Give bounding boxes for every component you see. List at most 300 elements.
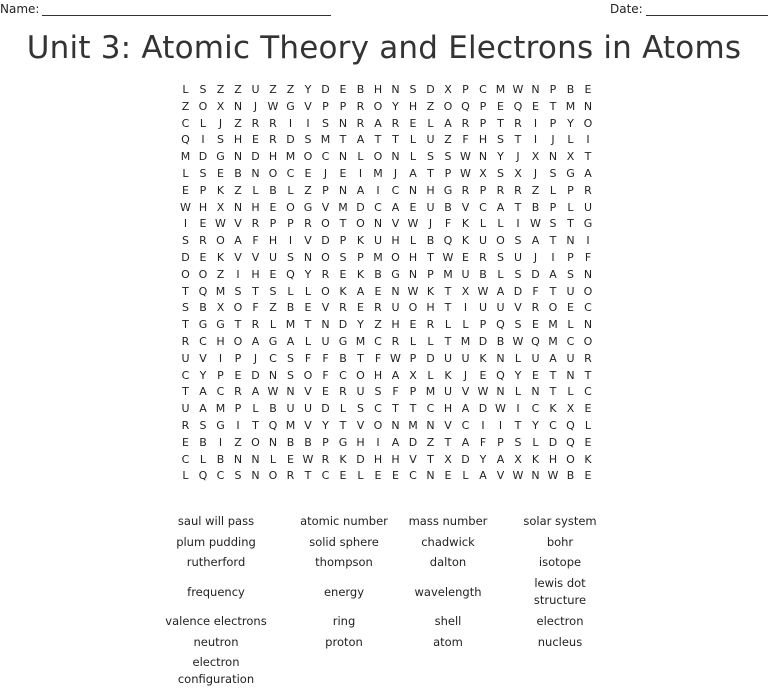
grid-letter[interactable]: I	[376, 183, 380, 197]
grid-letter[interactable]: L	[357, 469, 364, 483]
grid-letter[interactable]: N	[251, 166, 260, 180]
grid-letter[interactable]: S	[234, 469, 242, 483]
grid-letter[interactable]: D	[531, 267, 540, 281]
grid-letter[interactable]: R	[269, 116, 277, 130]
grid-letter[interactable]: H	[373, 452, 383, 466]
grid-letter[interactable]: Y	[532, 418, 539, 432]
grid-letter[interactable]: P	[479, 116, 487, 130]
grid-letter[interactable]: K	[339, 284, 347, 298]
grid-letter[interactable]: P	[357, 250, 364, 264]
grid-letter[interactable]: I	[288, 234, 293, 248]
grid-letter[interactable]: Y	[199, 368, 207, 382]
grid-letter[interactable]: O	[198, 267, 208, 281]
grid-letter[interactable]: F	[532, 284, 539, 298]
grid-letter[interactable]: P	[549, 200, 557, 214]
grid-letter[interactable]: N	[583, 318, 593, 332]
grid-letter[interactable]: M	[285, 418, 296, 432]
grid-letter[interactable]: Z	[426, 99, 435, 113]
grid-letter[interactable]: A	[391, 368, 400, 382]
date-field[interactable]	[610, 2, 768, 16]
grid-letter[interactable]: D	[548, 435, 558, 449]
grid-letter[interactable]: V	[461, 200, 470, 214]
grid-letter[interactable]: N	[391, 418, 400, 432]
grid-letter[interactable]: E	[339, 166, 347, 180]
grid-letter[interactable]: V	[496, 469, 505, 483]
grid-letter[interactable]: Y	[497, 150, 504, 164]
grid-letter[interactable]: T	[409, 402, 417, 416]
grid-letter[interactable]: O	[566, 452, 575, 466]
grid-letter[interactable]: P	[427, 267, 434, 281]
grid-letter[interactable]: V	[304, 385, 312, 399]
grid-letter[interactable]: E	[462, 250, 469, 264]
grid-letter[interactable]: B	[531, 200, 540, 214]
grid-letter[interactable]: Q	[513, 99, 523, 113]
grid-letter[interactable]: S	[514, 234, 522, 248]
grid-letter[interactable]: W	[495, 402, 506, 416]
grid-letter[interactable]: K	[531, 452, 540, 466]
grid-letter[interactable]: W	[460, 150, 471, 164]
grid-letter[interactable]: S	[322, 116, 329, 130]
grid-letter[interactable]: L	[409, 234, 417, 248]
grid-letter[interactable]: C	[461, 418, 470, 432]
grid-letter[interactable]: S	[182, 301, 189, 315]
grid-letter[interactable]: S	[199, 83, 207, 96]
grid-letter[interactable]: D	[251, 368, 260, 382]
grid-letter[interactable]: E	[392, 469, 399, 483]
grid-letter[interactable]: R	[514, 183, 522, 197]
grid-letter[interactable]: H	[216, 334, 225, 348]
grid-letter[interactable]: W	[215, 217, 226, 231]
grid-letter[interactable]: P	[497, 435, 504, 449]
grid-letter[interactable]: E	[339, 83, 347, 96]
grid-letter[interactable]: T	[182, 385, 189, 399]
grid-letter[interactable]: N	[391, 284, 400, 298]
grid-letter[interactable]: X	[514, 452, 522, 466]
grid-letter[interactable]: L	[304, 334, 312, 348]
grid-letter[interactable]: D	[251, 150, 260, 164]
grid-letter[interactable]: C	[584, 301, 592, 315]
grid-letter[interactable]: D	[478, 334, 488, 348]
grid-letter[interactable]: A	[549, 267, 557, 281]
grid-letter[interactable]: U	[286, 402, 295, 416]
grid-letter[interactable]: P	[287, 217, 294, 231]
grid-letter[interactable]: C	[409, 469, 417, 483]
grid-letter[interactable]: C	[391, 183, 400, 197]
grid-letter[interactable]: C	[479, 83, 487, 96]
grid-letter[interactable]: C	[374, 334, 382, 348]
grid-letter[interactable]: T	[234, 318, 242, 332]
grid-letter[interactable]: W	[460, 166, 471, 180]
grid-letter[interactable]: N	[251, 452, 260, 466]
grid-letter[interactable]: T	[304, 469, 312, 483]
grid-letter[interactable]: V	[234, 250, 242, 264]
grid-letter[interactable]: P	[339, 234, 347, 248]
grid-letter[interactable]: U	[321, 334, 330, 348]
grid-letter[interactable]: F	[322, 351, 329, 365]
grid-letter[interactable]: W	[267, 99, 279, 113]
grid-letter[interactable]: C	[549, 418, 557, 432]
grid-letter[interactable]: U	[461, 267, 470, 281]
grid-letter[interactable]: M	[425, 385, 436, 399]
grid-letter[interactable]: N	[321, 318, 330, 332]
grid-letter[interactable]: F	[444, 217, 452, 231]
grid-letter[interactable]: H	[268, 150, 278, 164]
grid-letter[interactable]: P	[549, 116, 557, 130]
grid-letter[interactable]: I	[551, 250, 555, 264]
grid-letter[interactable]: N	[478, 150, 488, 164]
grid-letter[interactable]: P	[217, 368, 224, 382]
grid-letter[interactable]: A	[199, 402, 207, 416]
grid-letter[interactable]: V	[321, 200, 330, 214]
grid-letter[interactable]: N	[251, 469, 260, 483]
grid-letter[interactable]: Z	[181, 99, 190, 113]
date-line[interactable]	[646, 4, 768, 16]
grid-letter[interactable]: Y	[392, 99, 399, 113]
grid-letter[interactable]: R	[339, 301, 347, 315]
grid-letter[interactable]: S	[217, 133, 224, 147]
grid-letter[interactable]: N	[338, 116, 348, 130]
grid-letter[interactable]: A	[356, 284, 365, 298]
grid-letter[interactable]: B	[426, 234, 435, 248]
grid-letter[interactable]: S	[234, 284, 242, 298]
grid-letter[interactable]: U	[566, 351, 575, 365]
grid-letter[interactable]: B	[356, 83, 365, 96]
grid-letter[interactable]: E	[567, 301, 574, 315]
grid-letter[interactable]: S	[287, 250, 294, 264]
grid-letter[interactable]: E	[532, 99, 539, 113]
grid-letter[interactable]: W	[512, 83, 524, 96]
grid-letter[interactable]: P	[322, 435, 329, 449]
grid-letter[interactable]: B	[374, 267, 382, 281]
grid-letter[interactable]: F	[322, 368, 329, 382]
grid-letter[interactable]: G	[583, 217, 593, 231]
grid-letter[interactable]: R	[461, 183, 470, 197]
grid-letter[interactable]: Q	[268, 418, 278, 432]
grid-letter[interactable]: S	[287, 368, 294, 382]
grid-letter[interactable]: A	[496, 200, 505, 214]
grid-letter[interactable]: U	[373, 234, 383, 248]
grid-letter[interactable]: Z	[234, 116, 242, 130]
grid-letter[interactable]: I	[586, 234, 590, 248]
grid-letter[interactable]: Y	[357, 318, 364, 332]
grid-letter[interactable]: Y	[479, 452, 487, 466]
grid-letter[interactable]: W	[512, 334, 524, 348]
grid-letter[interactable]: E	[584, 469, 592, 483]
grid-letter[interactable]: Z	[269, 83, 277, 96]
grid-letter[interactable]: R	[251, 318, 260, 332]
grid-letter[interactable]: Q	[286, 267, 295, 281]
grid-letter[interactable]: X	[461, 284, 470, 298]
grid-letter[interactable]: A	[199, 385, 207, 399]
grid-letter[interactable]: A	[391, 435, 400, 449]
grid-letter[interactable]: A	[461, 435, 470, 449]
grid-letter[interactable]: E	[497, 99, 504, 113]
grid-letter[interactable]: Y	[514, 368, 522, 382]
grid-letter[interactable]: T	[584, 368, 592, 382]
grid-letter[interactable]: T	[444, 435, 452, 449]
grid-letter[interactable]: A	[409, 166, 417, 180]
grid-letter[interactable]: B	[216, 452, 225, 466]
grid-letter[interactable]: J	[551, 133, 555, 147]
grid-letter[interactable]: X	[216, 301, 225, 315]
grid-letter[interactable]: D	[513, 284, 523, 298]
grid-letter[interactable]: R	[356, 116, 365, 130]
grid-letter[interactable]: V	[409, 452, 417, 466]
grid-letter[interactable]: R	[251, 217, 260, 231]
grid-letter[interactable]: I	[201, 133, 205, 147]
grid-letter[interactable]: N	[408, 267, 418, 281]
grid-letter[interactable]: D	[181, 250, 190, 264]
grid-letter[interactable]: D	[356, 452, 365, 466]
grid-letter[interactable]: R	[251, 116, 260, 130]
grid-letter[interactable]: G	[216, 418, 225, 432]
grid-letter[interactable]: L	[497, 217, 504, 231]
grid-letter[interactable]: O	[181, 267, 190, 281]
grid-letter[interactable]: H	[548, 452, 558, 466]
grid-letter[interactable]: K	[479, 351, 487, 365]
grid-letter[interactable]: R	[426, 318, 435, 332]
grid-letter[interactable]: Y	[322, 418, 329, 432]
grid-letter[interactable]: M	[355, 334, 366, 348]
grid-letter[interactable]: E	[374, 284, 382, 298]
grid-letter[interactable]: Z	[216, 83, 225, 96]
grid-letter[interactable]: Z	[269, 301, 277, 315]
grid-letter[interactable]: J	[253, 99, 258, 113]
grid-letter[interactable]: I	[376, 435, 380, 449]
grid-letter[interactable]: B	[496, 334, 505, 348]
grid-letter[interactable]: V	[444, 418, 452, 432]
grid-letter[interactable]: S	[339, 250, 347, 264]
grid-letter[interactable]: M	[443, 267, 453, 281]
grid-letter[interactable]: L	[532, 435, 539, 449]
grid-letter[interactable]: I	[516, 217, 520, 231]
grid-letter[interactable]: M	[373, 250, 383, 264]
grid-letter[interactable]: H	[426, 301, 435, 315]
grid-letter[interactable]: I	[236, 418, 240, 432]
grid-letter[interactable]: T	[252, 418, 259, 432]
grid-letter[interactable]: U	[566, 284, 575, 298]
grid-letter[interactable]: O	[583, 334, 593, 348]
grid-letter[interactable]: I	[183, 217, 188, 231]
grid-letter[interactable]: N	[233, 150, 243, 164]
grid-letter[interactable]: S	[514, 267, 522, 281]
grid-letter[interactable]: B	[479, 267, 487, 281]
grid-letter[interactable]: F	[252, 234, 259, 248]
grid-letter[interactable]: T	[549, 234, 557, 248]
grid-letter[interactable]: O	[321, 284, 330, 298]
grid-letter[interactable]: I	[533, 116, 538, 130]
grid-letter[interactable]: G	[443, 183, 453, 197]
grid-letter[interactable]: F	[584, 250, 592, 264]
name-line[interactable]	[42, 4, 331, 16]
grid-letter[interactable]: R	[321, 267, 330, 281]
grid-letter[interactable]: D	[356, 200, 365, 214]
grid-letter[interactable]: K	[461, 217, 470, 231]
grid-letter[interactable]: R	[584, 183, 592, 197]
grid-letter[interactable]: B	[199, 435, 207, 449]
grid-letter[interactable]: J	[533, 166, 538, 180]
grid-letter[interactable]: I	[463, 301, 468, 315]
grid-letter[interactable]: O	[321, 250, 330, 264]
grid-letter[interactable]: A	[286, 334, 295, 348]
grid-letter[interactable]: R	[461, 116, 470, 130]
grid-letter[interactable]: G	[338, 435, 348, 449]
grid-letter[interactable]: P	[462, 83, 469, 96]
grid-letter[interactable]: E	[322, 385, 329, 399]
grid-letter[interactable]: A	[356, 133, 365, 147]
grid-letter[interactable]: P	[567, 250, 574, 264]
grid-letter[interactable]: I	[218, 351, 223, 365]
grid-letter[interactable]: E	[339, 267, 347, 281]
grid-letter[interactable]: S	[549, 166, 557, 180]
grid-letter[interactable]: M	[215, 402, 226, 416]
grid-letter[interactable]: C	[181, 452, 190, 466]
name-field[interactable]	[0, 2, 331, 16]
grid-letter[interactable]: X	[409, 368, 417, 382]
grid-letter[interactable]: D	[426, 83, 435, 96]
grid-letter[interactable]: N	[531, 469, 540, 483]
grid-letter[interactable]: S	[567, 267, 574, 281]
grid-letter[interactable]: L	[567, 133, 574, 147]
grid-letter[interactable]: T	[444, 301, 452, 315]
grid-letter[interactable]: B	[269, 183, 277, 197]
grid-letter[interactable]: E	[374, 469, 382, 483]
grid-letter[interactable]: A	[549, 351, 557, 365]
grid-letter[interactable]: R	[496, 183, 505, 197]
grid-letter[interactable]: Z	[444, 133, 452, 147]
grid-letter[interactable]: L	[427, 334, 434, 348]
grid-letter[interactable]: O	[373, 418, 383, 432]
grid-letter[interactable]: S	[269, 284, 277, 298]
grid-letter[interactable]: K	[461, 234, 470, 248]
grid-letter[interactable]: R	[234, 385, 242, 399]
grid-letter[interactable]: B	[269, 402, 277, 416]
grid-letter[interactable]: L	[304, 284, 312, 298]
grid-letter[interactable]: L	[479, 217, 487, 231]
grid-letter[interactable]: F	[462, 133, 469, 147]
grid-letter[interactable]: L	[514, 351, 522, 365]
grid-letter[interactable]: X	[566, 402, 575, 416]
grid-letter[interactable]: H	[251, 200, 260, 214]
grid-letter[interactable]: L	[269, 452, 277, 466]
grid-letter[interactable]: W	[477, 385, 489, 399]
grid-letter[interactable]: L	[357, 150, 364, 164]
grid-letter[interactable]: T	[514, 200, 522, 214]
grid-letter[interactable]: C	[426, 402, 435, 416]
grid-letter[interactable]: G	[303, 200, 313, 214]
grid-letter[interactable]: N	[548, 150, 558, 164]
grid-letter[interactable]: P	[339, 99, 347, 113]
grid-letter[interactable]: W	[530, 217, 541, 231]
grid-letter[interactable]: P	[549, 83, 557, 96]
grid-letter[interactable]: G	[216, 150, 225, 164]
grid-letter[interactable]: O	[268, 469, 278, 483]
grid-letter[interactable]: H	[198, 200, 208, 214]
grid-letter[interactable]: Y	[304, 83, 312, 96]
grid-letter[interactable]: V	[514, 301, 522, 315]
grid-letter[interactable]: V	[304, 234, 312, 248]
grid-letter[interactable]: E	[409, 318, 417, 332]
grid-letter[interactable]: B	[566, 83, 575, 96]
grid-letter[interactable]: U	[181, 351, 190, 365]
grid-letter[interactable]: L	[252, 183, 259, 197]
grid-letter[interactable]: I	[236, 267, 240, 281]
grid-letter[interactable]: C	[321, 150, 330, 164]
grid-letter[interactable]: T	[584, 150, 592, 164]
grid-letter[interactable]: T	[427, 250, 434, 264]
grid-letter[interactable]: G	[268, 334, 278, 348]
grid-letter[interactable]: R	[304, 217, 312, 231]
grid-letter[interactable]: S	[427, 150, 434, 164]
grid-letter[interactable]: K	[426, 284, 435, 298]
grid-letter[interactable]: W	[302, 452, 314, 466]
grid-letter[interactable]: R	[181, 418, 190, 432]
grid-letter[interactable]: S	[182, 234, 189, 248]
grid-letter[interactable]: M	[320, 133, 331, 147]
grid-letter[interactable]: S	[497, 166, 504, 180]
grid-letter[interactable]: S	[444, 150, 452, 164]
grid-letter[interactable]: Q	[181, 133, 190, 147]
grid-letter[interactable]: I	[586, 133, 590, 147]
grid-letter[interactable]: L	[287, 183, 294, 197]
grid-letter[interactable]: H	[268, 234, 278, 248]
grid-letter[interactable]: T	[444, 334, 452, 348]
grid-letter[interactable]: C	[269, 351, 277, 365]
grid-letter[interactable]: E	[234, 368, 242, 382]
grid-letter[interactable]: L	[427, 116, 434, 130]
grid-letter[interactable]: H	[233, 133, 243, 147]
grid-letter[interactable]: A	[251, 385, 260, 399]
grid-letter[interactable]: V	[321, 301, 330, 315]
grid-letter[interactable]: L	[567, 385, 574, 399]
grid-letter[interactable]: F	[374, 351, 382, 365]
grid-letter[interactable]: U	[583, 200, 593, 214]
grid-letter[interactable]: Q	[531, 334, 540, 348]
grid-letter[interactable]: U	[426, 133, 435, 147]
grid-letter[interactable]: A	[391, 200, 400, 214]
grid-letter[interactable]: E	[199, 250, 207, 264]
grid-letter[interactable]: R	[391, 334, 400, 348]
grid-letter[interactable]: D	[321, 234, 330, 248]
grid-letter[interactable]: Q	[443, 234, 453, 248]
grid-letter[interactable]: U	[478, 301, 488, 315]
grid-letter[interactable]: O	[408, 301, 418, 315]
grid-letter[interactable]: Z	[426, 435, 435, 449]
grid-letter[interactable]: K	[549, 402, 557, 416]
grid-letter[interactable]: O	[233, 301, 243, 315]
grid-letter[interactable]: X	[216, 99, 225, 113]
grid-letter[interactable]: S	[497, 250, 504, 264]
grid-letter[interactable]: K	[216, 183, 225, 197]
grid-letter[interactable]: C	[339, 368, 347, 382]
grid-letter[interactable]: S	[514, 318, 522, 332]
grid-letter[interactable]: E	[269, 200, 277, 214]
grid-letter[interactable]: E	[182, 435, 189, 449]
grid-letter[interactable]: T	[444, 284, 452, 298]
grid-letter[interactable]: P	[409, 385, 417, 399]
grid-letter[interactable]: L	[409, 150, 417, 164]
grid-letter[interactable]: G	[338, 334, 348, 348]
grid-letter[interactable]: G	[216, 318, 225, 332]
grid-letter[interactable]: E	[269, 267, 277, 281]
grid-letter[interactable]: E	[252, 133, 259, 147]
grid-letter[interactable]: J	[253, 351, 258, 365]
grid-letter[interactable]: R	[321, 452, 330, 466]
grid-letter[interactable]: C	[531, 402, 540, 416]
grid-letter[interactable]: D	[321, 83, 330, 96]
grid-letter[interactable]: B	[199, 301, 207, 315]
grid-letter[interactable]: N	[303, 250, 313, 264]
